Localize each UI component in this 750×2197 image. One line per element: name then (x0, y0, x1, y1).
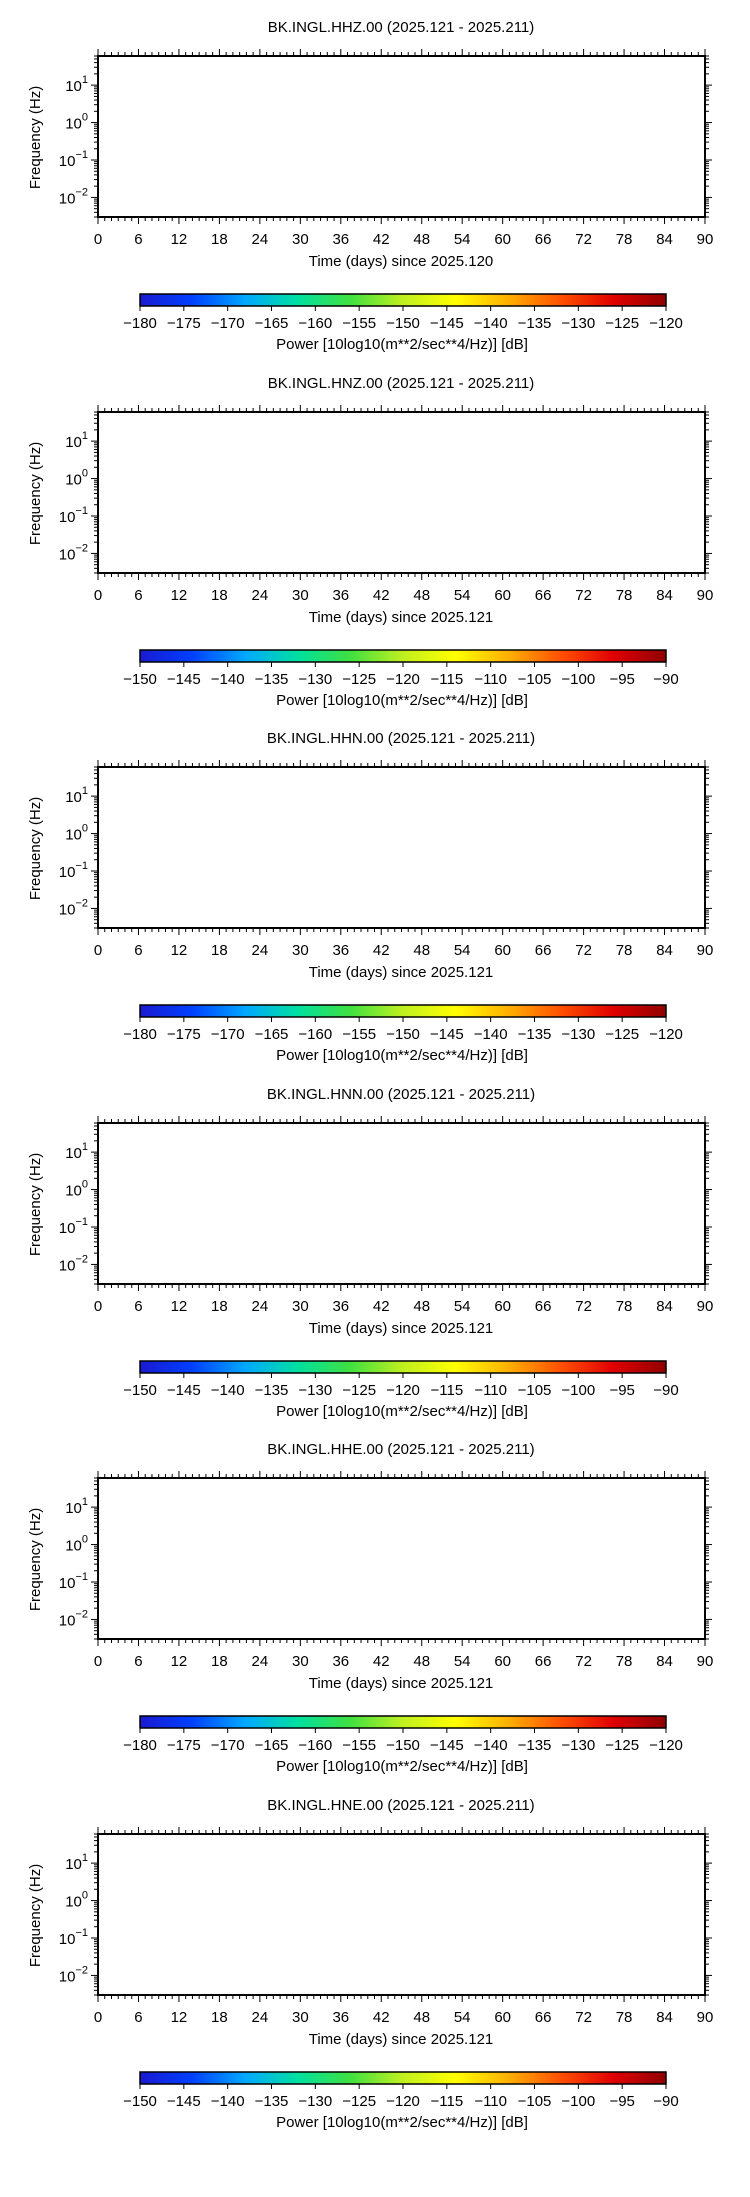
colorbar-tick-label: −95 (609, 670, 635, 688)
x-tick-label: 72 (575, 1653, 592, 1670)
x-tick-label: 36 (332, 1297, 350, 1315)
y-tick-exponent: 0 (81, 467, 88, 480)
colorbar (140, 1005, 666, 1017)
x-tick-label: 78 (615, 586, 633, 604)
colorbar-tick-label: −100 (561, 2092, 596, 2110)
colorbar-label: Power [10log10(m**2/sec**4/Hz)] [dB] (276, 1758, 528, 1775)
x-tick-label: 90 (696, 1297, 714, 1315)
y-tick-exponent: 0 (81, 1533, 88, 1546)
y-tick-exponent: 1 (81, 74, 88, 87)
x-tick-label: 24 (251, 231, 269, 248)
y-tick-exponent: 0 (81, 111, 88, 124)
colorbar-tick-label: −135 (254, 670, 289, 688)
y-tick-exponent: −1 (75, 148, 88, 161)
x-tick-label: 30 (291, 1653, 309, 1670)
y-tick-label (65, 112, 88, 133)
y-tick-exponent: −1 (75, 1570, 88, 1583)
colorbar (140, 650, 666, 662)
x-tick-label: 30 (291, 586, 309, 604)
x-axis-label: Time (days) since 2025.121 (308, 1675, 494, 1692)
x-tick-label: 6 (134, 1297, 143, 1315)
colorbar-tick-label: −130 (298, 1381, 333, 1399)
x-tick-label: 24 (251, 2008, 269, 2026)
y-tick-base: 10 (58, 508, 76, 526)
x-tick-label: 18 (211, 1297, 228, 1315)
y-tick-base: 10 (58, 1574, 76, 1592)
plot-area (98, 1478, 705, 1639)
x-tick-label: 36 (332, 2008, 350, 2026)
colorbar-tick-label: −155 (342, 315, 377, 332)
colorbar-tick-label: −170 (210, 315, 245, 332)
y-tick-base: 10 (65, 1537, 82, 1555)
x-tick-label: 48 (413, 2008, 431, 2026)
colorbar-tick-label: −120 (386, 670, 420, 688)
colorbar-tick-label: −140 (210, 2092, 245, 2110)
y-tick-base: 10 (65, 78, 82, 96)
colorbar-label: Power [10log10(m**2/sec**4/Hz)] [dB] (276, 691, 528, 709)
colorbar-tick-label: −165 (254, 1026, 289, 1043)
colorbar-tick-label: −140 (473, 1737, 508, 1754)
x-tick-label: 6 (134, 231, 143, 248)
colorbar-tick-label: −150 (123, 670, 157, 688)
colorbar-tick-label: −130 (298, 670, 333, 688)
colorbar-tick-label: −90 (653, 1381, 679, 1399)
colorbar-tick-label: −90 (653, 2092, 679, 2110)
spectrogram-panel (0, 356, 750, 711)
colorbar-tick-label: −115 (430, 1381, 464, 1399)
colorbar-tick-label: −120 (649, 1737, 683, 1754)
y-tick-exponent: 1 (81, 785, 88, 798)
colorbar-tick-label: −135 (517, 1026, 552, 1043)
x-tick-label: 72 (575, 231, 592, 248)
colorbar-tick-label: −180 (123, 315, 157, 332)
spectrogram-panel (0, 0, 750, 355)
colorbar-tick-label: −155 (342, 1737, 377, 1754)
x-tick-label: 78 (615, 1297, 633, 1315)
x-tick-label: 12 (170, 586, 188, 604)
colorbar-tick-label: −100 (561, 670, 596, 688)
colorbar-tick-label: −170 (210, 1026, 245, 1043)
y-tick-exponent: −2 (75, 897, 88, 910)
colorbar-tick-label: −130 (561, 1737, 596, 1754)
x-tick-label: 30 (291, 231, 309, 248)
colorbar-tick-label: −125 (605, 315, 640, 332)
x-tick-label: 60 (494, 1653, 512, 1670)
colorbar-tick-label: −95 (609, 2092, 635, 2110)
colorbar-tick-label: −180 (123, 1026, 157, 1043)
y-tick-exponent: 1 (81, 429, 88, 442)
y-tick-label (59, 1926, 88, 1947)
x-tick-label: 72 (575, 942, 592, 959)
x-tick-label: 30 (291, 2008, 309, 2026)
colorbar-tick-label: −150 (123, 2092, 157, 2110)
colorbar-tick-label: −135 (517, 1737, 552, 1754)
x-tick-label: 18 (211, 231, 228, 248)
colorbar-tick-label: −150 (386, 315, 420, 332)
plot-area (98, 412, 705, 573)
spectrogram-chart (0, 0, 750, 356)
x-tick-label: 42 (372, 586, 390, 604)
x-tick-label: 12 (170, 942, 188, 959)
colorbar-tick-label: −145 (166, 1381, 201, 1399)
x-tick-label: 24 (251, 1653, 269, 1670)
colorbar-tick-label: −150 (123, 1381, 157, 1399)
colorbar (140, 1361, 666, 1373)
colorbar-label: Power [10log10(m**2/sec**4/Hz)] [dB] (276, 1402, 528, 1420)
y-tick-exponent: 1 (81, 1496, 88, 1509)
x-axis-label: Time (days) since 2025.121 (308, 1319, 494, 1337)
x-tick-label: 60 (494, 231, 512, 248)
x-axis-label: Time (days) since 2025.121 (308, 964, 494, 981)
colorbar-tick-label: −95 (609, 1381, 635, 1399)
x-tick-label: 72 (575, 1297, 592, 1315)
colorbar-tick-label: −110 (474, 670, 508, 688)
x-tick-label: 60 (494, 586, 512, 604)
x-tick-label: 42 (372, 1297, 390, 1315)
colorbar-tick-label: −140 (210, 1381, 245, 1399)
colorbar-tick-label: −175 (166, 315, 201, 332)
x-tick-label: 0 (93, 1653, 103, 1670)
colorbar-tick-label: −155 (342, 1026, 377, 1043)
y-axis-label: Frequency (Hz) (27, 796, 44, 901)
spectrogram-panel (0, 1778, 750, 2133)
x-tick-label: 54 (453, 586, 471, 604)
spectrogram-chart (0, 1422, 750, 1778)
colorbar-tick-label: −145 (166, 670, 201, 688)
y-tick-base: 10 (65, 433, 82, 451)
y-tick-base: 10 (58, 901, 76, 919)
colorbar-tick-label: −170 (210, 1737, 245, 1754)
x-tick-label: 72 (575, 586, 592, 604)
x-tick-label: 54 (453, 942, 471, 959)
x-tick-label: 66 (534, 942, 552, 959)
x-tick-label: 6 (134, 942, 143, 959)
y-tick-exponent: −2 (75, 186, 88, 199)
colorbar-label: Power [10log10(m**2/sec**4/Hz)] [dB] (276, 2113, 528, 2131)
x-tick-label: 78 (615, 231, 633, 248)
y-tick-exponent: −1 (75, 504, 88, 517)
colorbar-tick-label: −125 (342, 670, 377, 688)
x-tick-label: 54 (453, 2008, 471, 2026)
colorbar-tick-label: −125 (605, 1737, 640, 1754)
y-tick-base: 10 (65, 1500, 82, 1518)
x-tick-label: 66 (534, 231, 552, 248)
x-tick-label: 66 (534, 1653, 552, 1670)
x-tick-label: 12 (170, 1653, 188, 1670)
y-tick-base: 10 (65, 1893, 82, 1911)
x-tick-label: 54 (453, 231, 471, 248)
y-tick-base: 10 (65, 115, 82, 133)
y-tick-base: 10 (65, 1144, 82, 1162)
x-tick-label: 0 (93, 942, 103, 959)
x-tick-label: 18 (211, 2008, 228, 2026)
colorbar-tick-label: −135 (254, 1381, 289, 1399)
x-tick-label: 78 (615, 942, 633, 959)
x-tick-label: 84 (656, 2008, 673, 2026)
colorbar-tick-label: −125 (342, 1381, 377, 1399)
x-tick-label: 36 (332, 1653, 350, 1670)
y-axis-label: Frequency (Hz) (27, 1863, 44, 1967)
colorbar-tick-label: −125 (605, 1026, 640, 1043)
spectrogram-chart (0, 1778, 750, 2134)
chart-title: BK.INGL.HHE.00 (2025.121 - 2025.211) (267, 1441, 535, 1458)
colorbar-tick-label: −90 (653, 670, 679, 688)
x-tick-label: 78 (615, 1653, 633, 1670)
colorbar-tick-label: −145 (429, 1737, 464, 1754)
y-tick-label (59, 897, 88, 918)
x-tick-label: 12 (170, 2008, 188, 2026)
y-tick-label (59, 1964, 88, 1985)
x-tick-label: 24 (251, 586, 269, 604)
colorbar-tick-label: −175 (166, 1026, 201, 1043)
y-tick-base: 10 (65, 471, 82, 489)
y-axis-label: Frequency (Hz) (27, 85, 44, 190)
x-tick-label: 6 (134, 2008, 143, 2026)
x-tick-label: 84 (656, 1653, 673, 1670)
y-tick-label (59, 1571, 88, 1592)
plot-area (98, 56, 705, 217)
colorbar-tick-label: −110 (474, 1381, 508, 1399)
y-tick-base: 10 (58, 1612, 76, 1630)
x-tick-label: 18 (211, 586, 228, 604)
colorbar-tick-label: −105 (517, 2092, 552, 2110)
x-tick-label: 36 (332, 942, 350, 959)
x-tick-label: 30 (291, 1297, 309, 1315)
spectrogram-panel (0, 711, 750, 1066)
spectrogram-panel (0, 1422, 750, 1777)
colorbar-tick-label: −130 (298, 2092, 333, 2110)
x-tick-label: 90 (696, 942, 714, 959)
y-tick-exponent: 1 (81, 1851, 88, 1864)
y-tick-exponent: 0 (81, 1178, 88, 1191)
x-tick-label: 24 (251, 1297, 269, 1315)
x-tick-label: 42 (372, 1653, 390, 1670)
y-tick-exponent: −2 (75, 541, 88, 554)
colorbar-tick-label: −105 (517, 670, 552, 688)
y-axis-label: Frequency (Hz) (27, 1507, 44, 1612)
y-tick-base: 10 (65, 1182, 82, 1200)
y-tick-label (59, 1253, 88, 1274)
colorbar-tick-label: −135 (254, 2092, 289, 2110)
y-tick-exponent: −1 (75, 1215, 88, 1228)
colorbar-tick-label: −160 (298, 1737, 333, 1754)
x-tick-label: 42 (372, 2008, 390, 2026)
colorbar-tick-label: −180 (123, 1737, 157, 1754)
x-tick-label: 48 (413, 942, 431, 959)
y-tick-label (59, 542, 88, 563)
y-tick-label (65, 1889, 88, 1910)
y-tick-label (65, 467, 88, 488)
chart-title: BK.INGL.HHN.00 (2025.121 - 2025.211) (266, 730, 536, 747)
y-tick-label (65, 1534, 88, 1555)
colorbar-tick-label: −115 (430, 670, 464, 688)
x-tick-label: 66 (534, 586, 552, 604)
x-tick-label: 90 (696, 231, 714, 248)
colorbar-label: Power [10log10(m**2/sec**4/Hz)] [dB] (276, 336, 528, 353)
plot-area (98, 1834, 705, 1995)
x-tick-label: 90 (696, 2008, 714, 2026)
y-tick-base: 10 (58, 1219, 76, 1237)
x-tick-label: 0 (93, 2008, 103, 2026)
spectrogram-chart (0, 1067, 750, 1423)
y-tick-base: 10 (58, 1967, 76, 1985)
colorbar-tick-label: −120 (649, 1026, 683, 1043)
y-tick-label (59, 1608, 88, 1629)
x-tick-label: 60 (494, 1297, 512, 1315)
y-tick-exponent: 0 (81, 1889, 88, 1902)
x-tick-label: 18 (211, 942, 228, 959)
y-tick-base: 10 (65, 826, 82, 844)
y-tick-label (65, 430, 88, 451)
y-axis-label: Frequency (Hz) (27, 441, 44, 545)
y-tick-label (59, 1215, 88, 1236)
x-tick-label: 30 (291, 942, 309, 959)
x-tick-label: 78 (615, 2008, 633, 2026)
x-tick-label: 54 (453, 1297, 471, 1315)
y-tick-label (59, 504, 88, 525)
x-axis-label: Time (days) since 2025.121 (308, 608, 494, 626)
y-tick-base: 10 (58, 152, 76, 170)
x-tick-label: 48 (413, 1653, 431, 1670)
x-tick-label: 72 (575, 2008, 592, 2026)
y-tick-label (65, 74, 88, 95)
colorbar (140, 2072, 666, 2084)
x-tick-label: 0 (93, 231, 103, 248)
x-tick-label: 48 (413, 586, 431, 604)
colorbar-tick-label: −120 (386, 1381, 420, 1399)
colorbar-tick-label: −125 (342, 2092, 377, 2110)
colorbar-tick-label: −150 (386, 1026, 420, 1043)
colorbar-tick-label: −165 (254, 315, 289, 332)
y-tick-label (65, 785, 88, 806)
colorbar-tick-label: −130 (561, 315, 596, 332)
x-tick-label: 36 (332, 231, 350, 248)
y-tick-label (65, 823, 88, 844)
spectrogram-panel (0, 1067, 750, 1422)
y-tick-base: 10 (65, 1855, 82, 1873)
colorbar-tick-label: −140 (473, 315, 508, 332)
x-tick-label: 84 (656, 231, 673, 248)
colorbar (140, 294, 666, 306)
y-tick-base: 10 (58, 545, 76, 563)
y-tick-label (65, 1852, 88, 1873)
x-tick-label: 84 (656, 942, 673, 959)
spectrogram-chart (0, 711, 750, 1067)
colorbar-tick-label: −115 (430, 2092, 464, 2110)
colorbar-tick-label: −110 (474, 2092, 508, 2110)
colorbar-tick-label: −145 (429, 1026, 464, 1043)
spectrogram-chart (0, 356, 750, 712)
y-tick-base: 10 (58, 863, 76, 881)
y-tick-exponent: 1 (81, 1140, 88, 1153)
y-tick-exponent: −2 (75, 1252, 88, 1265)
y-axis-label: Frequency (Hz) (27, 1152, 44, 1256)
colorbar (140, 1716, 666, 1728)
x-tick-label: 6 (134, 1653, 143, 1670)
x-tick-label: 48 (413, 231, 431, 248)
x-tick-label: 90 (696, 1653, 714, 1670)
colorbar-tick-label: −160 (298, 315, 333, 332)
x-axis-label: Time (days) since 2025.120 (308, 253, 494, 270)
x-tick-label: 42 (372, 231, 390, 248)
y-tick-exponent: −2 (75, 1608, 88, 1621)
x-tick-label: 36 (332, 586, 350, 604)
colorbar-tick-label: −160 (298, 1026, 333, 1043)
x-tick-label: 60 (494, 942, 512, 959)
colorbar-tick-label: −120 (386, 2092, 420, 2110)
y-tick-label (65, 1496, 88, 1517)
plot-area (98, 767, 705, 928)
colorbar-tick-label: −130 (561, 1026, 596, 1043)
colorbar-label: Power [10log10(m**2/sec**4/Hz)] [dB] (276, 1047, 528, 1064)
x-tick-label: 60 (494, 2008, 512, 2026)
x-tick-label: 84 (656, 586, 673, 604)
x-tick-label: 66 (534, 1297, 552, 1315)
x-tick-label: 0 (93, 1297, 103, 1315)
x-tick-label: 42 (372, 942, 390, 959)
y-tick-base: 10 (65, 789, 82, 807)
plot-area (98, 1123, 705, 1284)
x-tick-label: 18 (211, 1653, 228, 1670)
y-tick-base: 10 (58, 190, 76, 208)
y-tick-exponent: −1 (75, 859, 88, 872)
x-axis-label: Time (days) since 2025.121 (308, 2030, 494, 2048)
x-tick-label: 0 (93, 586, 103, 604)
colorbar-tick-label: −145 (429, 315, 464, 332)
y-tick-base: 10 (58, 1930, 76, 1948)
x-tick-label: 84 (656, 1297, 673, 1315)
y-tick-label (59, 149, 88, 170)
colorbar-tick-label: −150 (386, 1737, 420, 1754)
y-tick-exponent: −1 (75, 1926, 88, 1939)
colorbar-tick-label: −175 (166, 1737, 201, 1754)
y-tick-label (59, 860, 88, 881)
y-tick-label (65, 1178, 88, 1199)
colorbar-tick-label: −140 (473, 1026, 508, 1043)
colorbar-tick-label: −120 (649, 315, 683, 332)
x-tick-label: 12 (170, 1297, 188, 1315)
x-tick-label: 54 (453, 1653, 471, 1670)
colorbar-tick-label: −145 (166, 2092, 201, 2110)
y-tick-exponent: 0 (81, 822, 88, 835)
colorbar-tick-label: −140 (210, 670, 245, 688)
x-tick-label: 6 (134, 586, 143, 604)
y-tick-base: 10 (58, 1256, 76, 1274)
chart-title: BK.INGL.HHZ.00 (2025.121 - 2025.211) (267, 19, 535, 36)
chart-title: BK.INGL.HNE.00 (2025.121 - 2025.211) (267, 1796, 535, 1814)
y-tick-exponent: −2 (75, 1963, 88, 1976)
x-tick-label: 24 (251, 942, 269, 959)
chart-title: BK.INGL.HNN.00 (2025.121 - 2025.211) (266, 1085, 536, 1103)
colorbar-tick-label: −105 (517, 1381, 552, 1399)
colorbar-tick-label: −135 (517, 315, 552, 332)
colorbar-tick-label: −100 (561, 1381, 596, 1399)
x-tick-label: 66 (534, 2008, 552, 2026)
y-tick-label (59, 186, 88, 207)
colorbar-tick-label: −165 (254, 1737, 289, 1754)
x-tick-label: 12 (170, 231, 188, 248)
chart-title: BK.INGL.HNZ.00 (2025.121 - 2025.211) (267, 374, 535, 392)
x-tick-label: 90 (696, 586, 714, 604)
y-tick-label (65, 1141, 88, 1162)
x-tick-label: 48 (413, 1297, 431, 1315)
